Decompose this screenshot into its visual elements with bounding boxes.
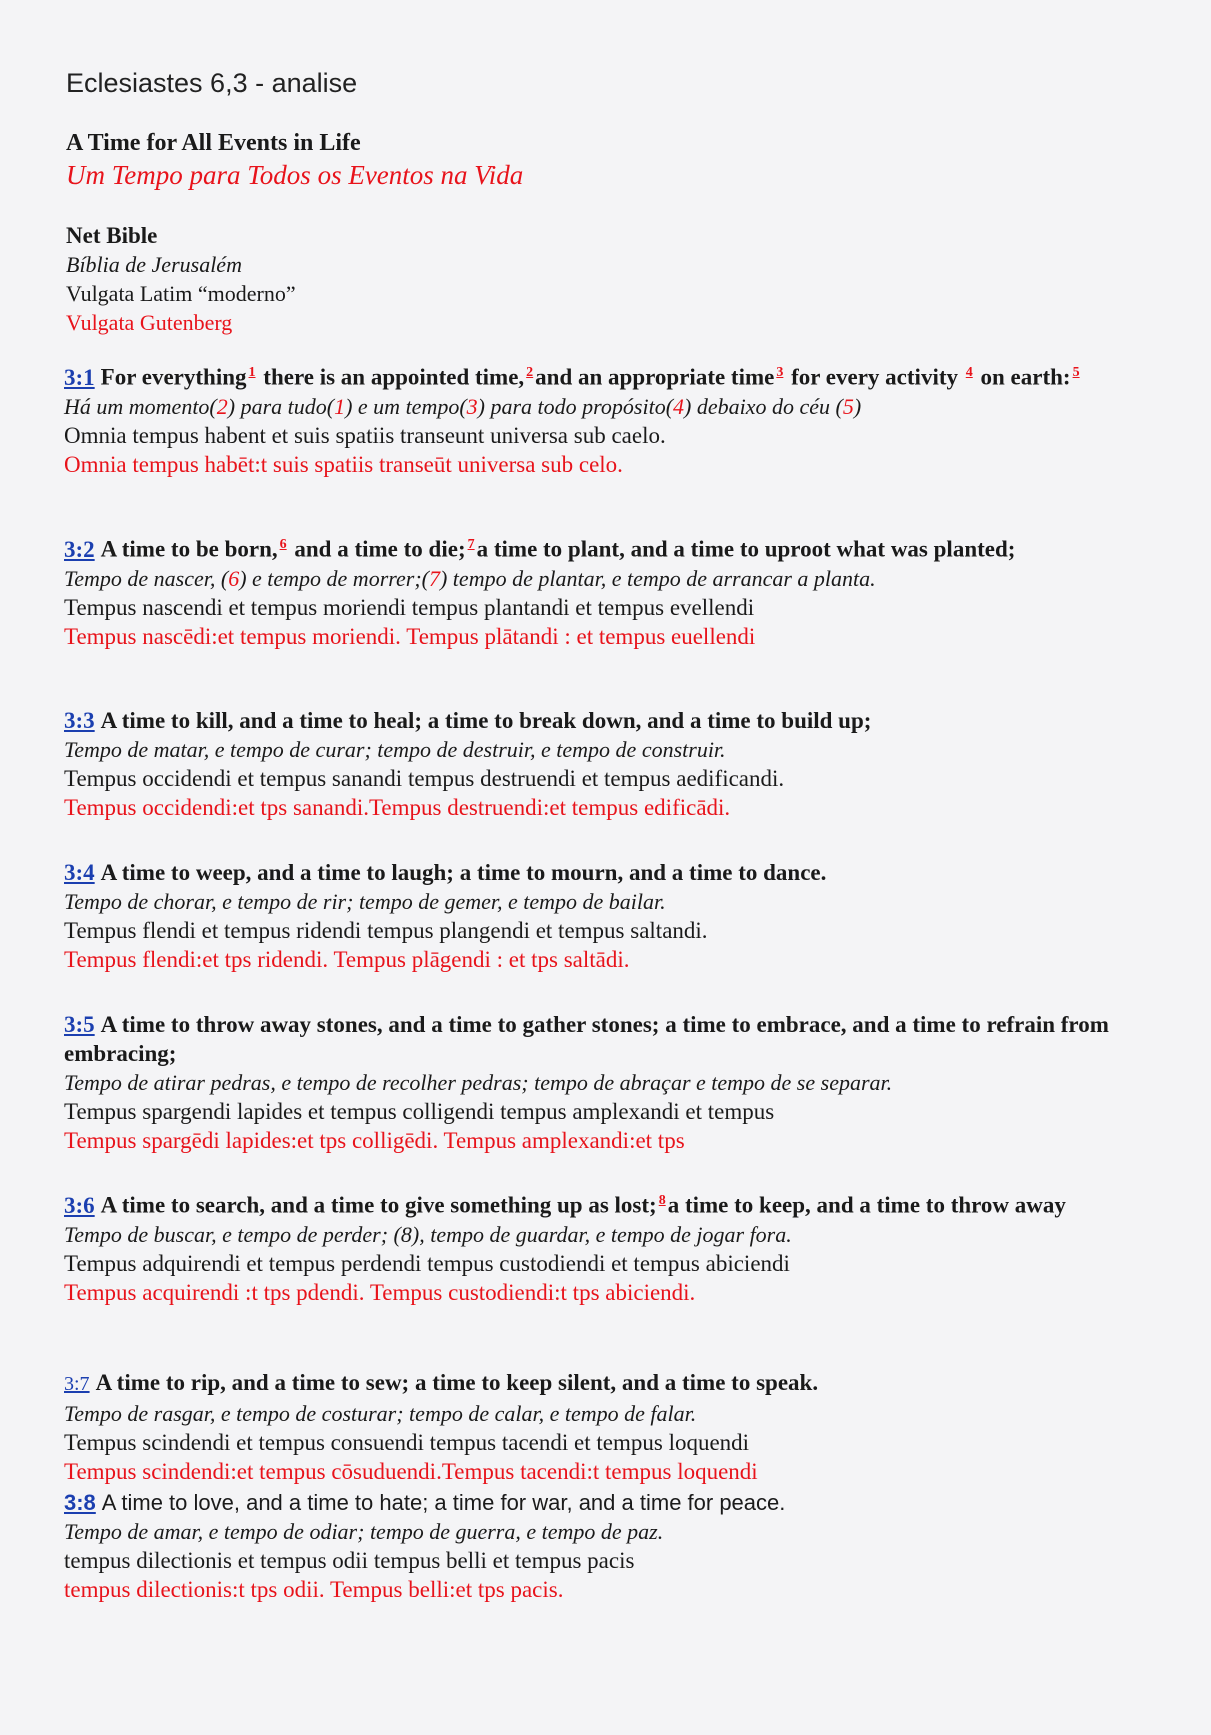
verse-3-8 — [64, 1488, 1144, 1605]
text: ) para todo propósito( — [477, 393, 674, 419]
note-number: 3 — [466, 393, 478, 419]
verse-latin: Tempus occidendi et tempus sanandi tempus destruendi et tempus aedificandi. — [64, 766, 785, 791]
text: there is an appointed time, — [257, 364, 525, 390]
verse-latin: Tempus adquirendi et tempus perdendi tempus custodiendi et tempus abiciendi — [64, 1250, 790, 1276]
text: Há um momento( — [64, 393, 217, 419]
text: ) para tudo( — [227, 393, 335, 419]
note-number: 4 — [673, 393, 685, 419]
verse-portuguese — [64, 1220, 1144, 1249]
verse-latin: Tempus flendi et tempus ridendi tempus plangendi et tempus saltandi. — [64, 918, 708, 943]
verse-latin: Tempus spargendi lapides et tempus colligendi tempus amplexandi et tempus — [64, 1099, 775, 1124]
verse-ref-link[interactable]: 3:2 — [64, 536, 95, 562]
text: Tempo de nascer, ( — [64, 565, 229, 591]
footnote-link[interactable]: 1 — [248, 365, 256, 380]
verse-latin: Tempus scindendi et tempus consuendi tempus tacendi et tempus loquendi — [64, 1430, 750, 1455]
verse-ref-link[interactable]: 3:6 — [64, 1192, 95, 1218]
document-title: Eclesiastes 6,3 - analise — [66, 68, 358, 98]
text: ) — [853, 393, 862, 419]
verse-english — [64, 530, 1144, 564]
verse-gutenberg: Tempus nascēdi:et tempus moriendi. Tempus plātandi : et tempus euellendi — [64, 623, 756, 649]
source-vulgata-gutenberg: Vulgata Gutenberg — [66, 310, 233, 335]
verse-gutenberg: Tempus acquirendi :t tps pdendi. Tempus custodiendi:t tps abiciendi. — [64, 1279, 696, 1305]
verse-gutenberg: Tempus occidendi:et tps sanandi.Tempus destruendi:et tempus edificādi. — [64, 795, 731, 820]
verse-gutenberg: Omnia tempus habēt:t suis spatiis transeūt universa sub celo. — [64, 451, 623, 477]
text: ), tempo de guardar, e tempo de jogar fora. — [411, 1221, 792, 1247]
verse-english — [64, 1368, 1144, 1399]
note-number: 1 — [334, 393, 346, 419]
text: A time to be born, — [100, 536, 278, 562]
note-number: 8 — [400, 1221, 412, 1247]
verse-portuguese: Tempo de matar, e tempo de curar; tempo de destruir, e tempo de construir. — [64, 737, 726, 762]
source-net-bible: Net Bible — [66, 223, 158, 248]
text: Tempo de buscar, e tempo de perder; ( — [64, 1221, 401, 1247]
verse-portuguese: Tempo de atirar pedras, e tempo de recolher pedras; tempo de abraçar e tempo de se separar. — [64, 1070, 893, 1095]
verse-3-4 — [64, 858, 1144, 975]
text: and an appropriate time — [535, 364, 775, 390]
heading-portuguese: Um Tempo para Todos os Eventos na Vida — [66, 160, 524, 190]
footnote-link[interactable]: 5 — [1072, 365, 1080, 380]
text: ) debaixo do céu ( — [684, 393, 843, 419]
verse-english — [64, 1488, 1144, 1517]
note-number: 2 — [216, 393, 228, 419]
note-number: 7 — [428, 565, 440, 591]
verse-ref-link[interactable]: 3:3 — [64, 708, 95, 733]
verse-gutenberg: Tempus flendi:et tps ridendi. Tempus plāgendi : et tps saltādi. — [64, 947, 630, 972]
verse-english — [64, 1010, 1144, 1068]
text: a time to keep, and a time to throw away — [667, 1192, 1066, 1218]
text: on earth: — [974, 364, 1071, 390]
verse-latin: tempus dilectionis et tempus odii tempus belli et tempus pacis — [64, 1548, 635, 1573]
footnote-link[interactable]: 7 — [467, 537, 475, 552]
text: A time to kill, and a time to heal; a time to break down, and a time to build up; — [100, 708, 872, 733]
verse-gutenberg: Tempus spargēdi lapides:et tps colligēdi. Tempus amplexandi:et tps — [64, 1128, 685, 1153]
source-vulgata-moderno: Vulgata Latim “moderno” — [66, 281, 296, 306]
note-number: 6 — [228, 565, 240, 591]
verse-3-6 — [64, 1186, 1144, 1308]
verse-3-3 — [64, 706, 1144, 823]
verse-ref-link[interactable]: 3:8 — [64, 1490, 96, 1515]
text: A time to search, and a time to give something up as lost; — [100, 1192, 657, 1218]
verse-portuguese — [64, 392, 1144, 421]
footnote-link[interactable]: 3 — [776, 365, 784, 380]
verse-ref-link[interactable]: 3:1 — [64, 364, 95, 390]
note-number: 5 — [842, 393, 854, 419]
footnote-link[interactable]: 6 — [279, 537, 287, 552]
verse-3-7 — [64, 1368, 1144, 1487]
verse-3-5 — [64, 1010, 1144, 1156]
sources-list — [66, 221, 296, 337]
text: For everything — [100, 364, 247, 390]
verse-latin: Omnia tempus habent et suis spatiis transeunt universa sub caelo. — [64, 422, 666, 448]
verse-latin: Tempus nascendi et tempus moriendi tempus plantandi et tempus evellendi — [64, 594, 755, 620]
verse-3-2 — [64, 530, 1144, 652]
verse-english — [64, 858, 1144, 887]
text: A time to weep, and a time to laugh; a time to mourn, and a time to dance. — [100, 860, 827, 885]
text: A time to love, and a time to hate; a time for war, and a time for peace. — [101, 1490, 786, 1515]
verse-portuguese: Tempo de amar, e tempo de odiar; tempo de guerra, e tempo de paz. — [64, 1519, 664, 1544]
section-heading — [66, 128, 523, 192]
verse-english — [64, 1186, 1144, 1220]
verse-gutenberg: Tempus scindendi:et tempus cōsuduendi.Tempus tacendi:t tempus loquendi — [64, 1459, 758, 1484]
verse-ref-link[interactable]: 3:5 — [64, 1012, 95, 1037]
text: and a time to die; — [288, 536, 466, 562]
verse-english — [64, 706, 1144, 735]
verse-ref-link[interactable]: 3:4 — [64, 860, 95, 885]
source-jerusalem: Bíblia de Jerusalém — [66, 252, 242, 277]
footnote-link[interactable]: 8 — [658, 1193, 666, 1208]
footnote-link[interactable]: 4 — [965, 365, 973, 380]
verse-portuguese: Tempo de chorar, e tempo de rir; tempo de gemer, e tempo de bailar. — [64, 889, 666, 914]
verse-ref-link[interactable]: 3:7 — [64, 1373, 90, 1395]
text: A time to rip, and a time to sew; a time to keep silent, and a time to speak. — [95, 1370, 819, 1395]
verse-3-1 — [64, 358, 1144, 480]
text: for every activity — [785, 364, 964, 390]
text: ) e tempo de morrer;( — [239, 565, 429, 591]
verse-gutenberg: tempus dilectionis:t tps odii. Tempus belli:et tps pacis. — [64, 1577, 564, 1602]
footnote-link[interactable]: 2 — [526, 365, 534, 380]
verse-portuguese — [64, 564, 1144, 593]
text: ) e um tempo( — [345, 393, 467, 419]
text: A time to throw away stones, and a time to gather stones; a time to embrace, and a time to refrain from embracing; — [64, 1012, 1109, 1066]
verse-english — [64, 358, 1144, 392]
text: a time to plant, and a time to uproot what was planted; — [476, 536, 1016, 562]
text: ) tempo de plantar, e tempo de arrancar a planta. — [439, 565, 876, 591]
verse-portuguese: Tempo de rasgar, e tempo de costurar; tempo de calar, e tempo de falar. — [64, 1401, 697, 1426]
heading-english: A Time for All Events in Life — [66, 130, 361, 156]
